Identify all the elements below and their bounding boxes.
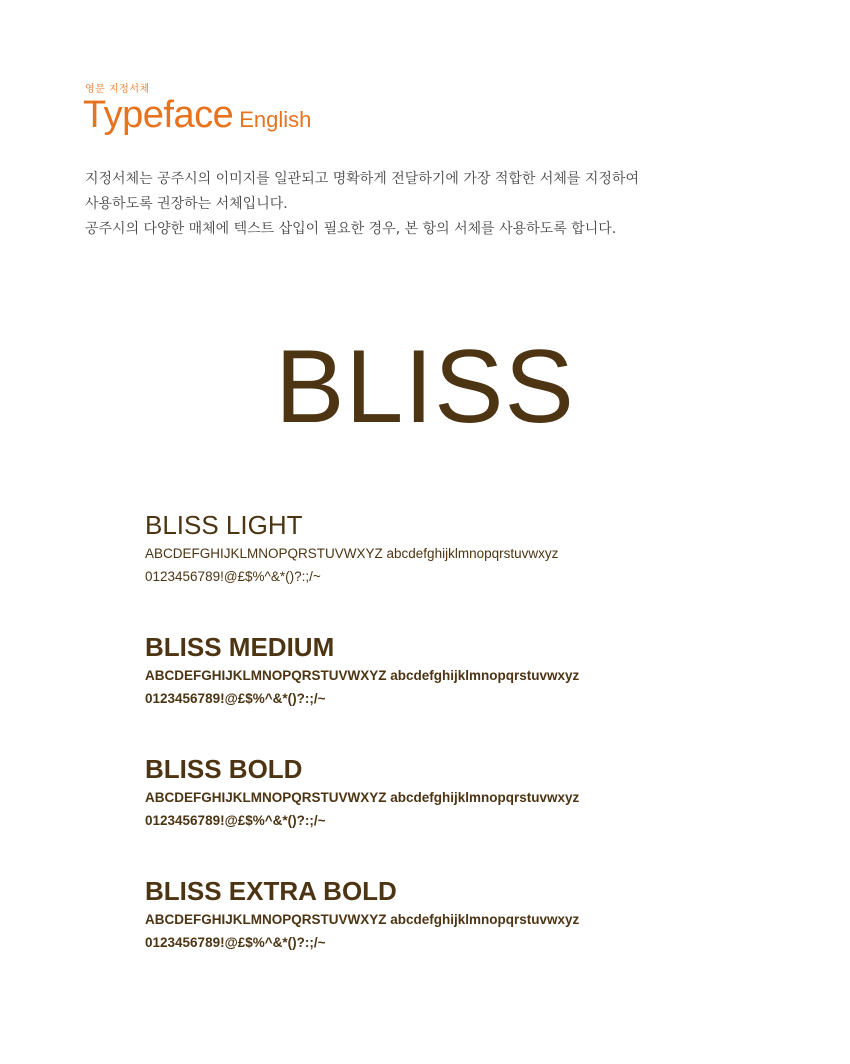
hero-typeface-name: BLISS bbox=[275, 329, 575, 445]
weight-block-extra-bold bbox=[145, 874, 785, 954]
weight-sample-alphabet: ABCDEFGHIJKLMNOPQRSTUVWXYZ abcdefghijklmnopqrstuvwxyz bbox=[145, 790, 580, 805]
weights-list bbox=[145, 508, 785, 954]
section-kicker: 영문 지정서체 bbox=[85, 84, 150, 95]
weight-block-bold bbox=[145, 752, 785, 832]
page-title bbox=[83, 94, 311, 137]
weight-sample-numerals: 0123456789!@£$%^&*()?:;/~ bbox=[145, 813, 326, 828]
weight-name: BLISS LIGHT bbox=[145, 510, 303, 540]
title-main: Typeface bbox=[83, 94, 234, 136]
description-line-2: 사용하도록 권장하는 서체입니다. bbox=[85, 196, 288, 212]
weight-block-medium bbox=[145, 630, 785, 710]
weight-name: BLISS EXTRA BOLD bbox=[145, 876, 397, 906]
description bbox=[85, 167, 725, 242]
description-line-3: 공주시의 다양한 매체에 텍스트 삽입이 필요한 경우, 본 항의 서체를 사용하도록 합니다. bbox=[85, 221, 617, 237]
weight-name: BLISS BOLD bbox=[145, 754, 303, 784]
weight-sample-alphabet: ABCDEFGHIJKLMNOPQRSTUVWXYZ abcdefghijklmnopqrstuvwxyz bbox=[145, 668, 580, 683]
weight-sample-alphabet: ABCDEFGHIJKLMNOPQRSTUVWXYZ abcdefghijklmnopqrstuvwxyz bbox=[145, 546, 559, 561]
weight-name: BLISS MEDIUM bbox=[145, 632, 335, 662]
description-line-1: 지정서체는 공주시의 이미지를 일관되고 명확하게 전달하기에 가장 적합한 서체를 지정하여 bbox=[85, 171, 639, 187]
weight-sample-numerals: 0123456789!@£$%^&*()?:;/~ bbox=[145, 569, 321, 584]
weight-sample-numerals: 0123456789!@£$%^&*()?:;/~ bbox=[145, 935, 326, 950]
title-sub: English bbox=[239, 107, 312, 132]
weight-sample-numerals: 0123456789!@£$%^&*()?:;/~ bbox=[145, 691, 326, 706]
weight-sample-alphabet: ABCDEFGHIJKLMNOPQRSTUVWXYZ abcdefghijklmnopqrstuvwxyz bbox=[145, 912, 580, 927]
weight-block-light bbox=[145, 508, 785, 588]
